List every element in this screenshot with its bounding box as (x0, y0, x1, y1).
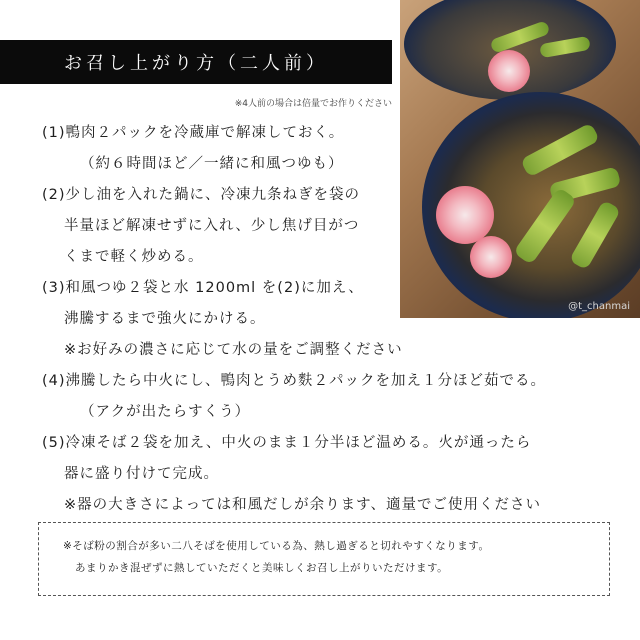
step-3-line: (3)和風つゆ２袋と水 1200ml を(2)に加え、 (42, 280, 364, 296)
step-5-line: (5)冷凍そば２袋を加え、中火のまま１分半ほど温める。火が通ったら (42, 435, 532, 451)
footer-note-line-2: あまりかき混ぜずに熱していただくと美味しくお召し上がりいただけます。 (75, 562, 449, 574)
recipe-steps (42, 118, 610, 521)
step-1-subnote: （約６時間ほど／一緒に和風つゆも） (80, 156, 344, 172)
footer-note-line-1: ※そば粉の割合が多い二八そばを使用している為、熱し過ぎると切れやすくなります。 (63, 540, 490, 552)
ume-fu-flower (488, 50, 530, 92)
step-5-note: ※器の大きさによっては和風だしが余ります、適量でご使用ください (64, 497, 541, 513)
step-3-line-cont: 沸騰するまで強火にかける。 (64, 311, 266, 327)
step-2-line: (2)少し油を入れた鍋に、冷凍九条ねぎを袋の (42, 187, 361, 203)
footer-note-box (38, 522, 610, 596)
step-2-line-cont: 半量ほど解凍せずに入れ、少し焦げ目がつ (64, 218, 360, 234)
serving-note: ※4人前の場合は倍量でお作りください (234, 99, 392, 109)
step-2-line-cont: くまで軽く炒める。 (64, 249, 204, 265)
photo-watermark: @t_chanmai (568, 301, 630, 312)
step-3-note: ※お好みの濃さに応じて水の量をご調整ください (64, 342, 403, 358)
step-4-line: (4)沸騰したら中火にし、鴨肉とうめ麩２パックを加え１分ほど茹でる。 (42, 373, 547, 389)
step-4-subnote: （アクが出たらすくう） (80, 404, 251, 420)
step-1-line: (1)鴨肉２パックを冷蔵庫で解凍しておく。 (42, 125, 345, 141)
step-5-line-cont: 器に盛り付けて完成。 (64, 466, 219, 482)
page-title: お召し上がり方（二人前） (0, 40, 392, 84)
